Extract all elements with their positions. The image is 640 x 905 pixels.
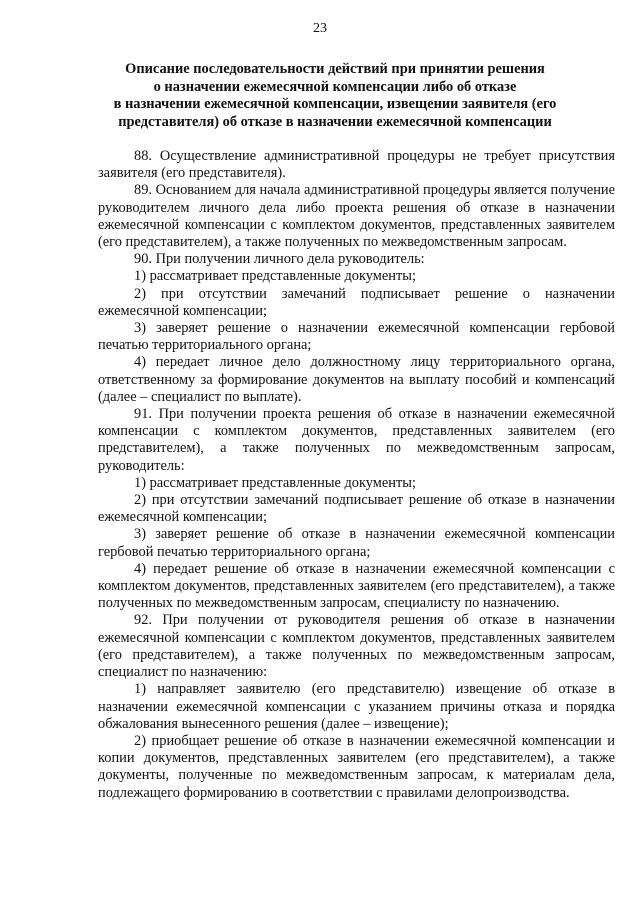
list-item: 2) при отсутствии замечаний подписывает решение о назначении ежемесячной компенсации;	[98, 285, 615, 319]
paragraph-89: 89. Основанием для начала административной процедуры является получение руководителем личного дела либо проекта решения об отказе в назначении ежемесячной компенсации с комплектом документов, представленных заявителем (его представителем), а также полученных по межведомственным запросам.	[98, 182, 615, 251]
list-item: 1) рассматривает представленные документы;	[134, 268, 416, 285]
list-item: 2) при отсутствии замечаний подписывает решение об отказе в назначении ежемесячной компенсации;	[98, 492, 615, 526]
heading-line: о назначении ежемесячной компенсации либо об отказе	[153, 78, 517, 95]
list-item: 1) рассматривает представленные документы;	[134, 474, 416, 491]
paragraph-88: 88. Осуществление административной процедуры не требует присутствия заявителя (его представителя).	[98, 148, 615, 182]
list-item: 1) направляет заявителю (его представителю) извещение об отказе в назначении ежемесячной компенсации с указанием причины отказа и порядка обжалования вынесенного решения (далее – извещение);	[98, 681, 615, 732]
page-number: 23	[313, 21, 327, 36]
list-item: 4) передает личное дело должностному лицу территориального органа, ответственному за формирование документов на выплату пособий и компенсаций (далее – специалист по выплате).	[98, 354, 615, 405]
list-item: 4) передает решение об отказе в назначении ежемесячной компенсации с комплектом документов, представленных заявителем (его представителем), а также полученных по межведомственным запросам, специалисту по назначению.	[98, 560, 615, 612]
section-heading	[100, 61, 570, 131]
paragraph-91: 91. При получении проекта решения об отказе в назначении ежемесячной компенсации с комплектом документов, представленных заявителем (его представителем), а также полученных по межведомственным запросам, руководитель:	[98, 406, 615, 474]
list-item: 3) заверяет решение о назначении ежемесячной компенсации гербовой печатью территориального органа;	[98, 320, 615, 354]
paragraph-92: 92. При получении от руководителя решения об отказе в назначении ежемесячной компенсации с комплектом документов, представленных заявителем (его представителем), а также полученных по межведомственным запросам, специалист по назначению:	[98, 612, 615, 681]
list-item: 2) приобщает решение об отказе в назначении ежемесячной компенсации и копии документов, представленных заявителем (его представителем), а также документы, полученные по межведомственным запросам, к материалам дела, подлежащего формированию в соответствии с правилами делопроизводства.	[98, 732, 615, 801]
heading-line: Описание последовательности действий при принятии решения	[125, 61, 545, 77]
list-item: 3) заверяет решение об отказе в назначении ежемесячной компенсации гербовой печатью территориального органа;	[98, 526, 615, 560]
paragraph-90: 90. При получении личного дела руководитель:	[134, 251, 425, 268]
heading-line: представителя) об отказе в назначении ежемесячной компенсации	[118, 113, 552, 130]
body-text	[98, 148, 615, 802]
heading-line: в назначении ежемесячной компенсации, извещении заявителя (его	[113, 96, 557, 112]
